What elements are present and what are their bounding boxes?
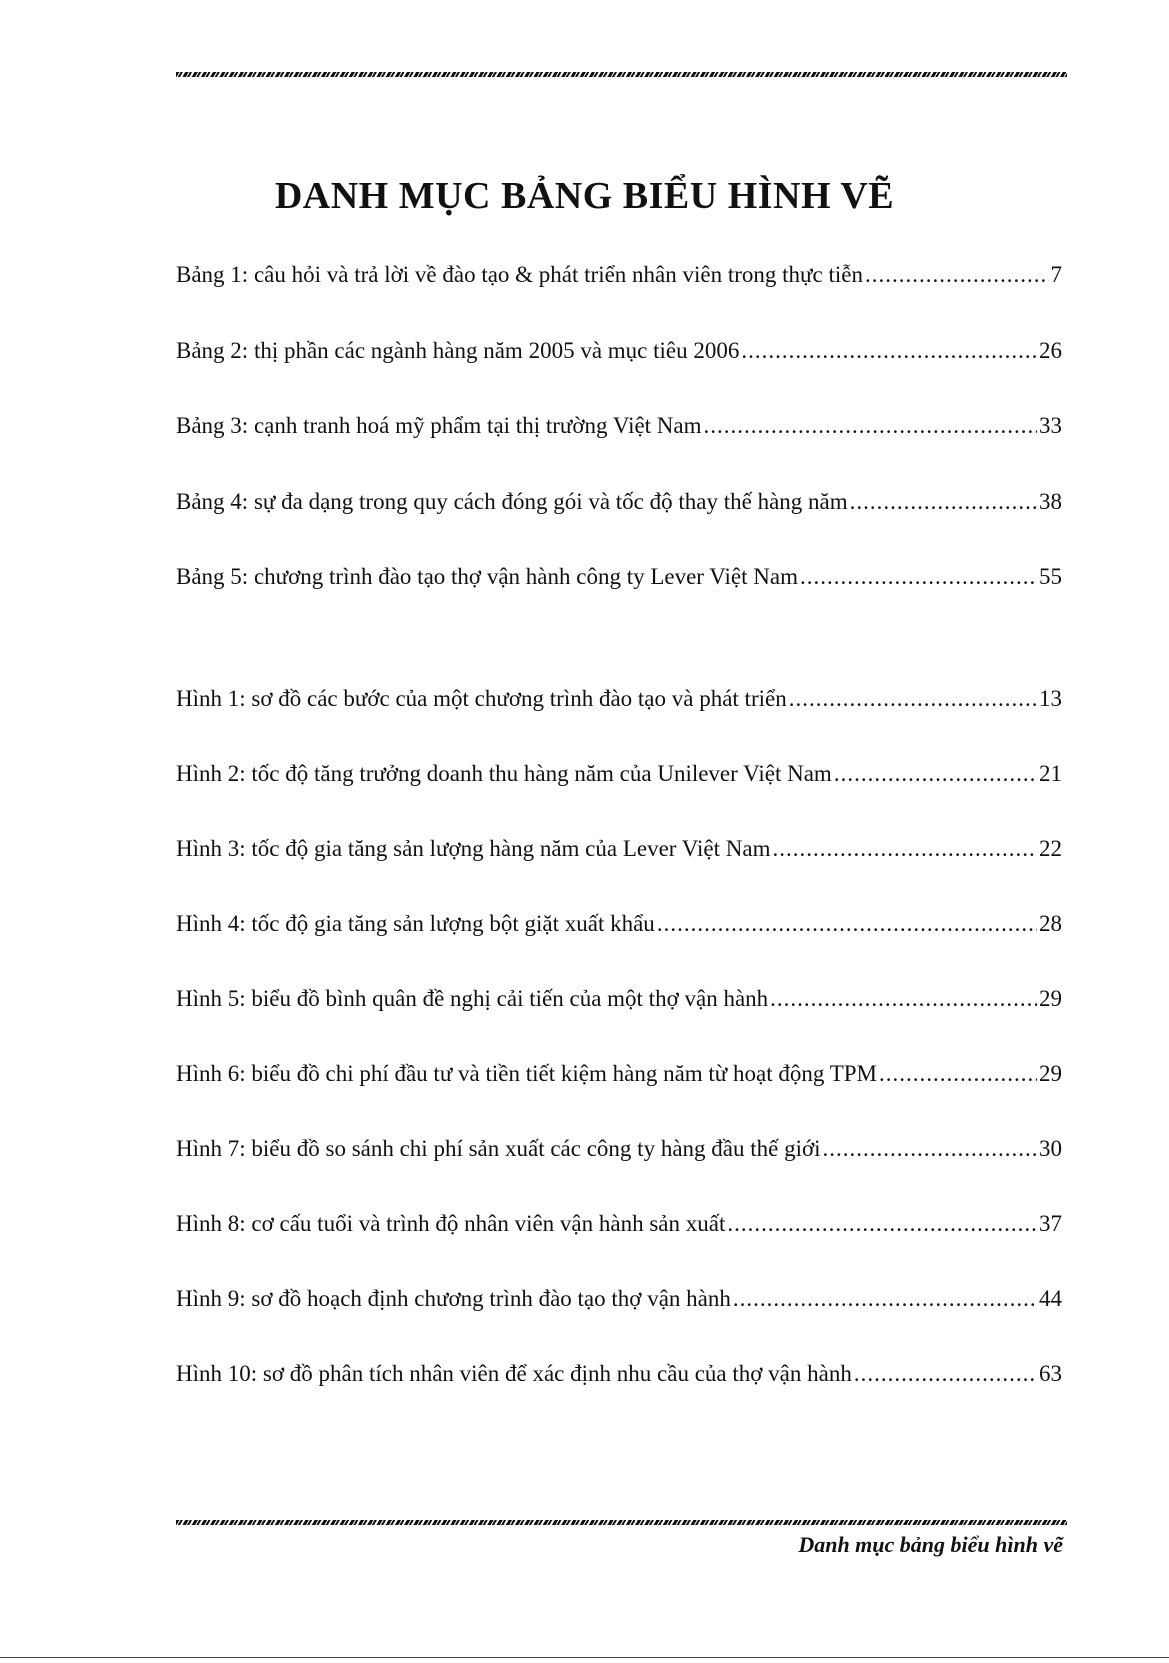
table-list-entry	[176, 489, 1062, 515]
entry-page-number: 37	[1039, 1211, 1062, 1236]
entry-label: Bảng 2: thị phần các ngành hàng năm 2005 và mục tiêu 2006	[176, 337, 740, 363]
entry-label: Bảng 1: câu hỏi và trả lời về đào tạo & phát triển nhân viên trong thực tiễn	[176, 262, 863, 287]
entry-page-number: 21	[1039, 761, 1062, 786]
entry-label: Hình 10: sơ đồ phân tích nhân viên để xác định nhu cầu của thợ vận hành	[176, 1361, 852, 1386]
entry-page-number: 22	[1039, 836, 1062, 861]
entry-page-number: 38	[1039, 488, 1062, 514]
running-footer: Danh mục bảng biểu hình vẽ	[798, 1532, 1063, 1557]
figure-list-entry	[176, 1286, 1062, 1312]
dot-leader	[854, 1361, 1037, 1387]
entry-label: Hình 3: tốc độ gia tăng sản lượng hàng năm của Lever Việt Nam	[176, 836, 771, 861]
dot-leader	[823, 1136, 1037, 1162]
entry-label: Bảng 3: cạnh tranh hoá mỹ phẩm tại thị trường Việt Nam	[176, 413, 702, 438]
entry-page-number: 30	[1039, 1136, 1062, 1161]
entry-page-number: 13	[1039, 686, 1062, 711]
entry-label: Hình 6: biểu đồ chi phí đầu tư và tiền tiết kiệm hàng năm từ hoạt động TPM	[176, 1061, 877, 1086]
entry-page-number: 29	[1039, 986, 1062, 1011]
entry-page-number: 55	[1039, 564, 1062, 589]
dot-leader	[865, 262, 1049, 288]
dot-leader	[772, 836, 1037, 862]
dot-leader	[741, 338, 1037, 364]
dot-leader	[850, 489, 1037, 515]
dot-leader	[704, 413, 1037, 439]
dot-leader	[727, 1211, 1037, 1237]
figure-list-entry	[176, 986, 1062, 1012]
entry-label: Bảng 5: chương trình đào tạo thợ vận hành công ty Lever Việt Nam	[176, 564, 798, 589]
figure-list-entry	[176, 836, 1062, 862]
entry-label: Hình 2: tốc độ tăng trưởng doanh thu hàng năm của Unilever Việt Nam	[176, 761, 832, 786]
entry-page-number: 29	[1039, 1061, 1062, 1086]
entry-page-number: 63	[1039, 1361, 1062, 1386]
dot-leader	[657, 911, 1037, 937]
figure-list-entry	[176, 911, 1062, 937]
figure-list-entry	[176, 686, 1062, 712]
header-decorative-rule	[176, 72, 1067, 77]
entry-page-number: 33	[1039, 413, 1062, 438]
page-title: DANH MỤC BẢNG BIỂU HÌNH VẼ	[274, 175, 895, 217]
figure-list-entry	[176, 1211, 1062, 1237]
entry-page-number: 7	[1050, 262, 1062, 287]
entry-page-number: 28	[1039, 911, 1062, 936]
figure-list-entry	[176, 1136, 1062, 1162]
dot-leader	[770, 986, 1037, 1012]
footer-decorative-rule	[176, 1520, 1067, 1525]
entry-page-number: 44	[1039, 1286, 1062, 1311]
entry-label: Hình 5: biểu đồ bình quân đề nghị cải tiến của một thợ vận hành	[176, 986, 769, 1011]
dot-leader	[879, 1061, 1037, 1087]
scan-edge-line	[0, 1657, 1169, 1658]
entry-label: Hình 8: cơ cấu tuổi và trình độ nhân viên vận hành sản xuất	[176, 1211, 726, 1236]
entry-label: Hình 4: tốc độ gia tăng sản lượng bột giặt xuất khẩu	[176, 911, 655, 936]
entry-label: Bảng 4: sự đa dạng trong quy cách đóng gói và tốc độ thay thế hàng năm	[176, 488, 848, 514]
table-list-entry	[176, 262, 1062, 288]
entry-label: Hình 9: sơ đồ hoạch định chương trình đào tạo thợ vận hành	[176, 1286, 731, 1311]
figure-list-entry	[176, 1061, 1062, 1087]
entry-page-number: 26	[1039, 337, 1062, 363]
dot-leader	[733, 1286, 1037, 1312]
dot-leader	[789, 686, 1037, 712]
dot-leader	[834, 761, 1037, 787]
entry-label: Hình 7: biểu đồ so sánh chi phí sản xuất các công ty hàng đầu thế giới	[176, 1136, 821, 1161]
table-list-entry	[176, 413, 1062, 439]
figure-list-entry	[176, 761, 1062, 787]
table-list-entry	[176, 564, 1062, 590]
entry-label: Hình 1: sơ đồ các bước của một chương trình đào tạo và phát triển	[176, 686, 787, 711]
figure-list-entry	[176, 1361, 1062, 1387]
dot-leader	[800, 564, 1037, 590]
table-list-entry	[176, 338, 1062, 364]
